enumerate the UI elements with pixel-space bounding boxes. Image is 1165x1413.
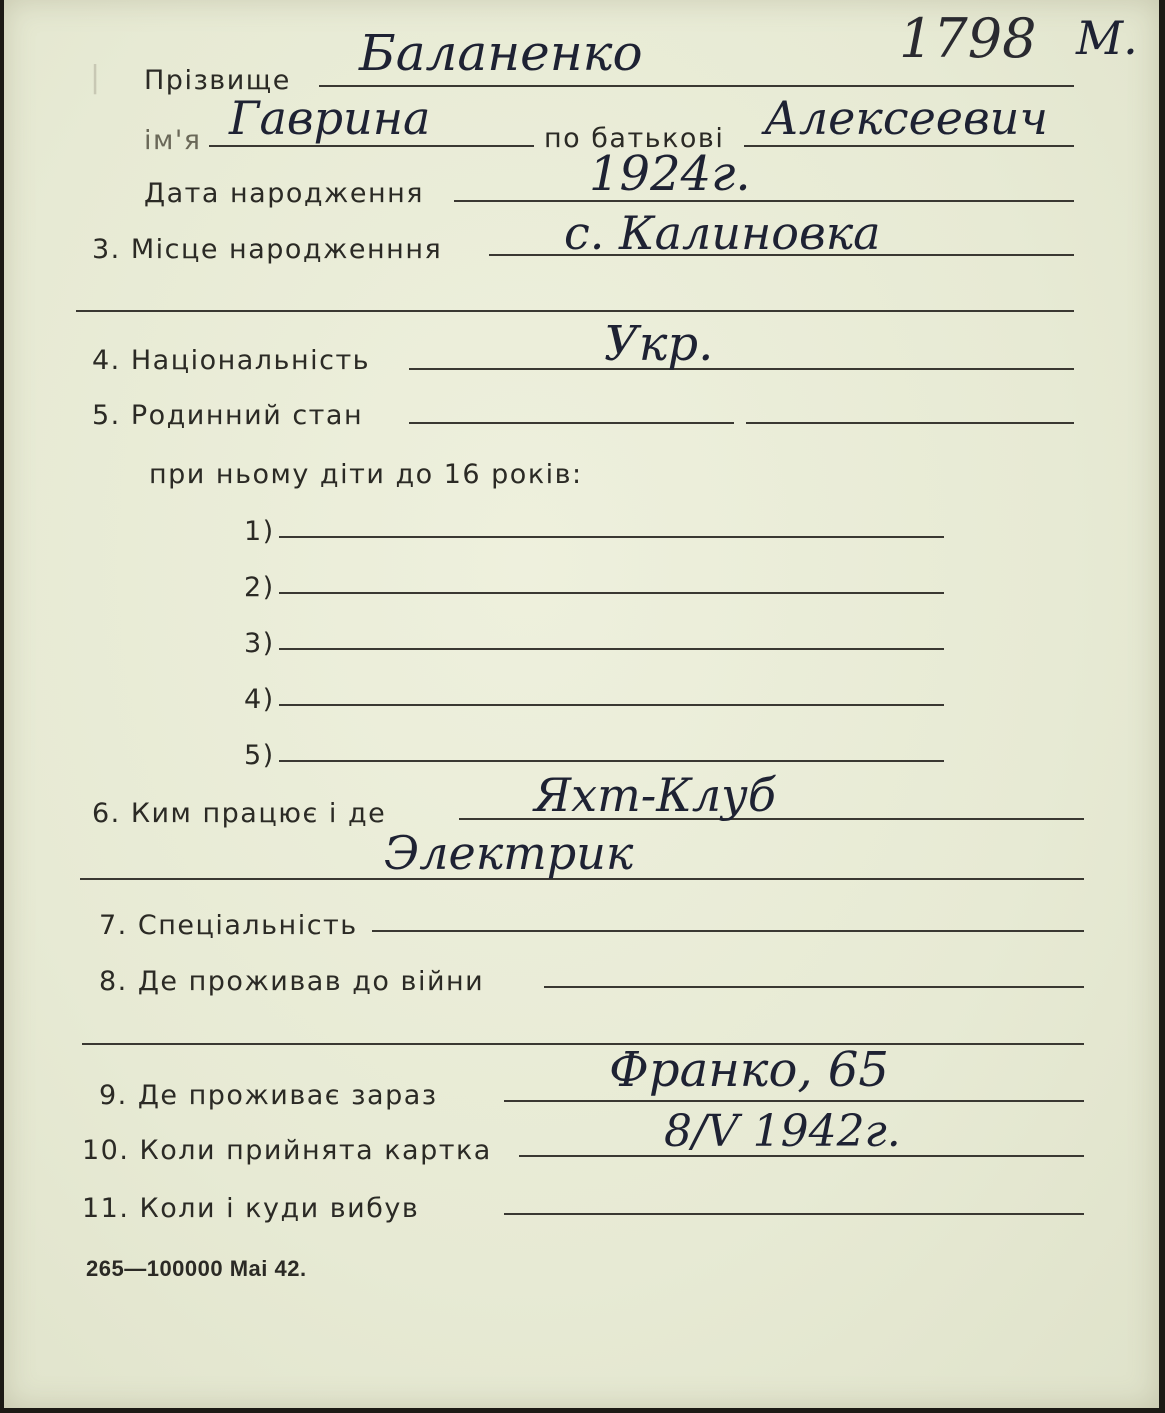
child-item-4: 4): [244, 684, 275, 715]
child-item-2: 2): [244, 572, 275, 603]
prewar-line-2: [82, 1043, 1084, 1045]
margin-mark: |: [90, 60, 101, 95]
marital-line: [409, 422, 734, 424]
work-position-value: Электрик: [384, 826, 634, 880]
surname-value: Баланенко: [359, 24, 643, 82]
children-label: при ньому діти до 16 років:: [149, 459, 583, 490]
name-value: Гаврина: [229, 91, 431, 145]
birthplace-label: 3. Місце народженння: [92, 234, 443, 265]
child-item-3: 3): [244, 628, 275, 659]
patronymic-line: [744, 145, 1074, 147]
specialty-label: 7. Спеціальність: [99, 910, 358, 941]
child-line-5: [279, 760, 944, 762]
marital-label: 5. Родинний стан: [92, 400, 364, 431]
birthdate-line: [454, 200, 1074, 202]
departed-line: [504, 1213, 1084, 1215]
work-place-value: Яхт-Клуб: [534, 768, 776, 822]
patronymic-label: по батькові: [544, 123, 725, 154]
prewar-label: 8. Де проживав до війни: [99, 966, 485, 997]
child-line-2: [279, 592, 944, 594]
current-address-value: Франко, 65: [609, 1042, 889, 1098]
current-line: [504, 1100, 1084, 1102]
child-line-1: [279, 536, 944, 538]
birthplace-value: с. Калиновка: [564, 206, 881, 260]
specialty-line: [372, 930, 1084, 932]
current-label: 9. Де проживає зараз: [99, 1080, 438, 1111]
child-line-3: [279, 648, 944, 650]
record-number: 1798: [899, 7, 1037, 70]
child-line-4: [279, 704, 944, 706]
work-label: 6. Ким працює і де: [92, 798, 387, 829]
marital-line-2: [746, 422, 1074, 424]
departed-label: 11. Коли і куди вибув: [82, 1193, 420, 1224]
registration-card: [4, 0, 1159, 1408]
surname-label: Прізвище: [144, 65, 291, 96]
record-mark: М.: [1076, 11, 1138, 65]
nationality-value: Укр.: [604, 316, 714, 372]
child-item-1: 1): [244, 516, 275, 547]
birthplace-line-2: [76, 310, 1074, 312]
card-date-value: 8/V 1942г.: [664, 1106, 901, 1157]
birthdate-value: 1924г.: [589, 146, 751, 202]
prewar-line: [544, 986, 1084, 988]
child-item-5: 5): [244, 740, 275, 771]
surname-line: [319, 85, 1074, 87]
card-accepted-label: 10. Коли прийнята картка: [82, 1135, 492, 1166]
nationality-label: 4. Національність: [92, 345, 371, 376]
name-line: [209, 145, 534, 147]
patronymic-value: Алексеевич: [764, 91, 1049, 145]
nationality-line: [409, 368, 1074, 370]
name-label: ім'я: [144, 125, 202, 156]
birthdate-label: Дата народження: [144, 178, 425, 209]
print-code: 265—100000 Mai 42.: [86, 1256, 307, 1281]
